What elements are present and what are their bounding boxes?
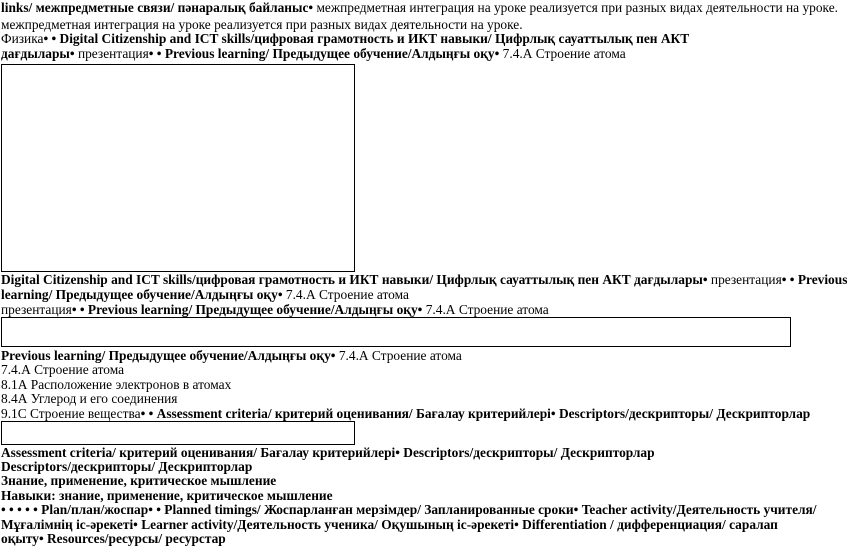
bold-text-run: •	[514, 517, 523, 532]
text-line	[1, 302, 549, 318]
bold-text-run: •	[330, 348, 339, 363]
bold-text-run: Assessment criteria/ критерий оценивания/ Бағалау критерийлері	[1, 445, 396, 460]
bold-text-run: •	[133, 517, 142, 532]
bold-text-run: • • Previous learning/ Предыдущее обучение/Алдыңғы оқу	[148, 46, 495, 61]
bold-text-run: • • Assessment criteria/ критерий оценивания/ Бағалау критерийлері	[140, 406, 551, 421]
bold-text-run: Learner activity/Деятельность ученика/ Оқушының іс-әрекеті	[141, 517, 515, 532]
text-line	[1, 406, 810, 422]
bold-text-run: •	[69, 46, 78, 61]
bold-text-run: Descriptors/дескрипторы/ Дескрипторлар	[1, 459, 253, 474]
bold-text-run: •	[277, 287, 286, 302]
bold-text-run: • • Digital Citizenship and ICT skills/цифровая грамотность и ИКТ навыки/ Цифрлық сауаттылық пен АКТ	[43, 31, 690, 46]
bold-text-run: • • Previous	[781, 272, 847, 287]
image-placeholder	[1, 64, 355, 272]
bold-text-run: Digital Citizenship and ICT skills/цифровая грамотность и ИКТ навыки/ Цифрлық сауаттылық пен АКТ дағдылары	[1, 272, 703, 287]
text-run: межпредметная интеграция на уроке реализуется при разных видах деятельности на уроке.	[1, 17, 523, 32]
bold-text-run: дағдылары	[1, 46, 70, 61]
text-run: 8.4А Углерод и его соединения	[1, 391, 178, 406]
bold-text-run: •	[573, 502, 582, 517]
text-line	[1, 502, 816, 518]
text-line	[1, 46, 626, 62]
bold-text-run: •	[417, 302, 426, 317]
bold-text-run: Planned timings/ Жоспарланған мерзімдер/ Запланированные сроки	[164, 502, 574, 517]
text-run: межпредметная интеграция на уроке реализуется при разных видах деятельности на уроке.	[316, 0, 838, 15]
bold-text-run: •	[308, 0, 317, 15]
text-run: 7.4.А Строение атома	[285, 287, 409, 302]
bold-text-run: •	[702, 272, 711, 287]
text-line	[1, 531, 226, 547]
bold-text-run: links/ межпредметные связи/ пәнаралық байланыс	[1, 0, 309, 15]
text-line	[1, 473, 276, 489]
bold-text-run: •	[395, 445, 404, 460]
text-field-placeholder	[1, 317, 791, 347]
bold-text-run: • • • • • Plan/план/жоспар	[1, 502, 149, 517]
text-line	[1, 362, 124, 378]
bold-text-run: Differentiation / дифференциация/ саралап	[522, 517, 778, 532]
bold-text-run: •	[494, 46, 503, 61]
bold-text-run: • • Previous learning/ Предыдущее обучение/Алдыңғы оқу	[71, 302, 418, 317]
text-line	[1, 0, 838, 16]
text-line	[1, 391, 177, 407]
bold-text-run: • •	[148, 502, 165, 517]
bold-text-run: Descriptors/дескрипторы/ Дескрипторлар	[403, 445, 655, 460]
bold-text-run: Descriptors/дескрипторы/ Дескрипторлар	[558, 406, 811, 421]
text-run: Физика	[1, 31, 44, 46]
text-run: 9.1С Строение вещества	[1, 406, 141, 421]
bold-text-run: Resources/ресурсы/ ресурстар	[47, 531, 226, 546]
bold-text-run: Previous learning/ Предыдущее обучение/Алдыңғы оқу	[1, 348, 331, 363]
text-line	[1, 31, 689, 47]
bold-text-run: •	[550, 406, 559, 421]
text-run: презентация	[1, 302, 72, 317]
text-line	[1, 272, 847, 288]
bold-text-run: Teacher activity/Деятельность учителя/	[581, 502, 817, 517]
text-line	[1, 287, 409, 303]
text-run: 7.4.А Строение атома	[502, 46, 626, 61]
text-run: презентация	[77, 46, 149, 61]
bold-text-run: Мұғалімнің іс-әрекеті	[1, 517, 134, 532]
bold-text-run: оқыту	[1, 531, 39, 546]
text-run: 8.1А Расположение электронов в атомах	[1, 377, 232, 392]
text-run: презентация	[710, 272, 782, 287]
bold-text-run: learning/ Предыдущее обучение/Алдыңғы оқу	[1, 287, 278, 302]
bold-text-run: Знание, применение, критическое мышление	[1, 473, 277, 488]
text-run: 7.4.А Строение атома	[338, 348, 462, 363]
text-run: 7.4.А Строение атома	[425, 302, 549, 317]
bold-text-run: Навыки: знание, применение, критическое мышление	[1, 488, 333, 503]
bold-text-run: •	[38, 531, 48, 546]
text-field-placeholder	[1, 421, 355, 445]
text-run: 7.4.А Строение атома	[1, 362, 125, 377]
